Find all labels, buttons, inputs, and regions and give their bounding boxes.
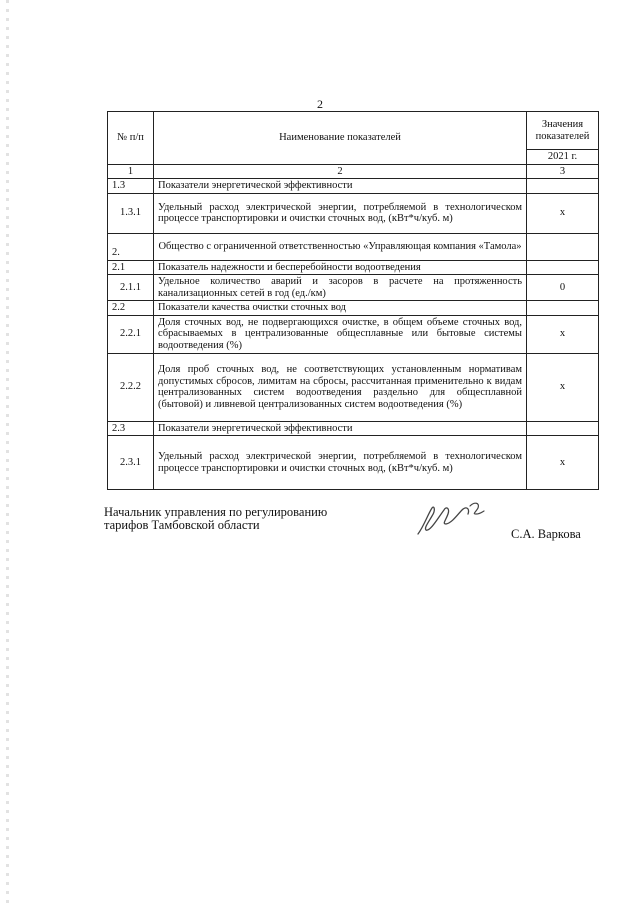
table-row [108, 179, 599, 194]
row-number: 2.2 [108, 301, 154, 316]
column-number: 2 [154, 164, 527, 179]
indicators-table [107, 111, 599, 490]
header-name: Наименование показателей [154, 112, 527, 165]
position-line-1: Начальник управления по регулированию [104, 505, 328, 519]
row-name: Удельный расход электрической энергии, потребляемой в технологическом процессе транспортировки и очистки сточных вод, (кВт*ч/куб. м) [154, 193, 527, 233]
row-number: 2.3.1 [108, 436, 154, 490]
column-number: 3 [527, 164, 599, 179]
row-number: 1.3.1 [108, 193, 154, 233]
table-header-row [108, 112, 599, 150]
row-value [527, 421, 599, 436]
header-value: Значения показателей [527, 112, 599, 150]
table-row [108, 301, 599, 316]
column-number-row [108, 164, 599, 179]
row-value [527, 179, 599, 194]
row-name: Удельный расход электрической энергии, потребляемой в технологическом процессе транспортировки и очистки сточных вод, (кВт*ч/куб. м) [154, 436, 527, 490]
scan-edge-artifact [6, 0, 9, 905]
row-number: 2.3 [108, 421, 154, 436]
table-row [108, 233, 599, 260]
table-row [108, 193, 599, 233]
row-value: х [527, 353, 599, 421]
row-number: 2.2.2 [108, 353, 154, 421]
position-line-2: тарифов Тамбовской области [104, 518, 260, 532]
signature-position [104, 506, 327, 532]
row-number: 2. [108, 233, 154, 260]
row-name: Показатели качества очистки сточных вод [154, 301, 527, 316]
row-value: х [527, 436, 599, 490]
table-row [108, 436, 599, 490]
row-value [527, 260, 599, 275]
page-number: 2 [317, 97, 323, 111]
row-value [527, 233, 599, 260]
row-number: 2.1 [108, 260, 154, 275]
row-value: х [527, 315, 599, 353]
header-year: 2021 г. [527, 150, 599, 165]
row-name: Показатели энергетической эффективности [154, 179, 527, 194]
row-name: Доля сточных вод, не подвергающихся очистке, в общем объеме сточных вод, сбрасываемых в централизованные общесплавные или бытовые системы водоотведения (%) [154, 315, 527, 353]
row-number: 2.1.1 [108, 275, 154, 301]
row-value: х [527, 193, 599, 233]
handwritten-signature [412, 496, 492, 540]
table-row [108, 315, 599, 353]
table-row [108, 275, 599, 301]
header-num: № п/п [108, 112, 154, 165]
signer-name: С.А. Варкова [511, 527, 581, 541]
table-row [108, 421, 599, 436]
column-number: 1 [108, 164, 154, 179]
row-number: 1.3 [108, 179, 154, 194]
row-number: 2.2.1 [108, 315, 154, 353]
row-value [527, 301, 599, 316]
row-name: Показатели энергетической эффективности [154, 421, 527, 436]
table-row [108, 260, 599, 275]
row-name: Удельное количество аварий и засоров в расчете на протяженность канализационных сетей в год (ед./км) [154, 275, 527, 301]
row-name: Показатель надежности и бесперебойности водоотведения [154, 260, 527, 275]
row-name: Доля проб сточных вод, не соответствующих установленным нормативам допустимых сбросов, лимитам на сбросы, рассчитанная применительно к видам централизованных систем водоотведения раздельно для общесплавной (бытовой) и ливневой централизованных систем водоотведения (%) [154, 353, 527, 421]
row-name: Общество с ограниченной ответственностью «Управляющая компания «Тамола» [154, 233, 527, 260]
table-row [108, 353, 599, 421]
row-value: 0 [527, 275, 599, 301]
